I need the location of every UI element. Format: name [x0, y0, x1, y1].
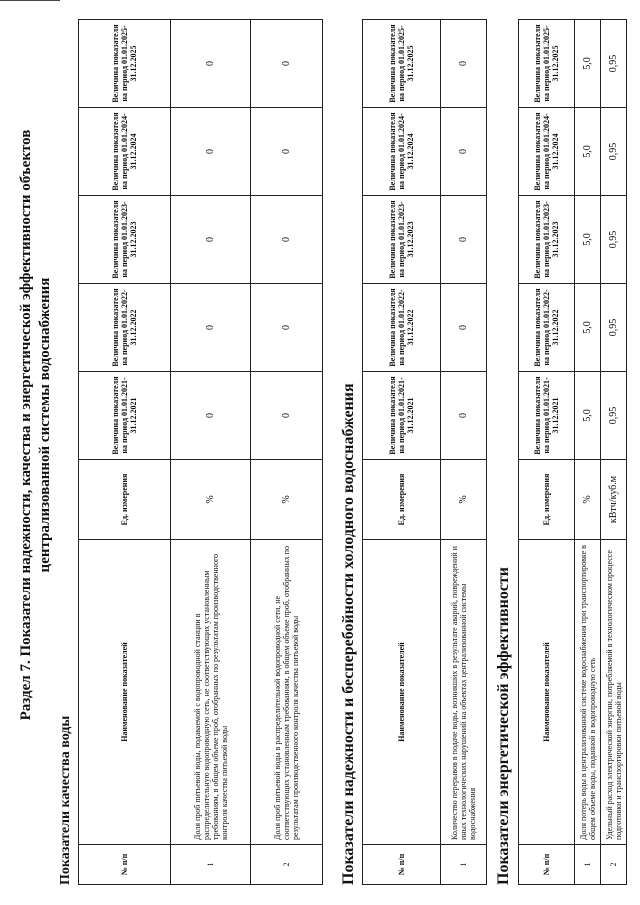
table-row: [251, 20, 323, 885]
row-unit: %: [251, 460, 323, 540]
row-value-2022: 0: [251, 284, 323, 372]
table-header-row: [363, 20, 441, 885]
row-value-2021: 5,0: [575, 372, 601, 460]
row-value-2025: 5,0: [575, 20, 601, 108]
row-value-2023: 0,95: [601, 196, 627, 284]
table-row: [441, 20, 487, 885]
row-value-2025: 0: [441, 20, 487, 108]
row-num: 2: [251, 845, 323, 885]
header-unit: Ед. измерения: [363, 460, 441, 540]
header-period-2025: Величина показателя на период 01.01.2025-31.12.2025: [519, 20, 575, 108]
row-value-2022: 0: [171, 284, 251, 372]
header-period-2021: Величина показателя на период 01.01.2021-31.12.2021: [79, 372, 171, 460]
row-value-2022: 0,95: [601, 284, 627, 372]
header-name: Наименование показателей: [519, 540, 575, 845]
row-unit: %: [575, 460, 601, 540]
header-period-2024: Величина показателя на период 01.01.2024-31.12.2024: [363, 108, 441, 196]
row-value-2021: 0: [441, 372, 487, 460]
row-num: 1: [441, 845, 487, 885]
header-period-2022: Величина показателя на период 01.01.2022-31.12.2022: [79, 284, 171, 372]
row-num: 1: [575, 845, 601, 885]
section-title-line-1: Раздел 7. Показатели надежности, качества и энергетической эффективности объектов: [18, 129, 34, 721]
header-num: № п/п: [519, 845, 575, 885]
row-value-2021: 0: [171, 372, 251, 460]
table-energy: [518, 19, 627, 885]
header-period-2021: Величина показателя на период 01.01.2021-31.12.2021: [363, 372, 441, 460]
header-num: № п/п: [363, 845, 441, 885]
row-value-2022: 0: [441, 284, 487, 372]
table-row: [575, 20, 601, 885]
section-title-line-2: централизованной системы водоснабжения: [37, 277, 53, 573]
header-period-2023: Величина показателя на период 01.01.2023-31.12.2023: [519, 196, 575, 284]
row-value-2024: 0: [171, 108, 251, 196]
header-period-2023: Величина показателя на период 01.01.2023-31.12.2023: [363, 196, 441, 284]
table-header-row: [519, 20, 575, 885]
row-name: Количество перерывов в подаче воды, возникших в результате аварий, повреждений и иных технологических нарушений на объектах централизованной системы водоснабжения: [441, 540, 487, 845]
row-value-2023: 5,0: [575, 196, 601, 284]
header-period-2023: Величина показателя на период 01.01.2023-31.12.2023: [79, 196, 171, 284]
row-value-2024: 5,0: [575, 108, 601, 196]
row-value-2023: 0: [171, 196, 251, 284]
row-unit: %: [441, 460, 487, 540]
header-unit: Ед. измерения: [519, 460, 575, 540]
row-num: 2: [601, 845, 627, 885]
header-period-2025: Величина показателя на период 01.01.2025-31.12.2025: [363, 20, 441, 108]
row-name: Доля проб питьевой воды, подаваемой с водопроводной станции в распределительную водопроводную сеть, не соответствующих установленным требованиям, в общем объеме проб, отобранных по результатам производственного контроля качества питьевой воды: [171, 540, 251, 845]
header-unit: Ед. измерения: [79, 460, 171, 540]
header-period-2024: Величина показателя на период 01.01.2024-31.12.2024: [79, 108, 171, 196]
row-value-2025: 0: [251, 20, 323, 108]
table-reliability: [362, 19, 487, 885]
row-value-2024: 0,95: [601, 108, 627, 196]
subsection-title-water-quality: Показатели качества воды: [58, 715, 73, 885]
row-unit: %: [171, 460, 251, 540]
header-period-2022: Величина показателя на период 01.01.2022-31.12.2022: [519, 284, 575, 372]
row-value-2025: 0: [171, 20, 251, 108]
row-value-2024: 0: [441, 108, 487, 196]
row-value-2021: 0: [251, 372, 323, 460]
header-name: Наименование показателей: [79, 540, 171, 845]
header-period-2025: Величина показателя на период 01.01.2025-31.12.2025: [79, 20, 171, 108]
header-period-2022: Величина показателя на период 01.01.2022-31.12.2022: [363, 284, 441, 372]
table-row: [171, 20, 251, 885]
row-value-2025: 0,95: [601, 20, 627, 108]
header-period-2024: Величина показателя на период 01.01.2024-31.12.2024: [519, 108, 575, 196]
row-name: Доля проб питьевой воды в распределительной водопроводной сети, не соответствующих установленным требованиям, в общем объеме проб, отобранных по результатам производственного контроля качества питьевой воды: [251, 540, 323, 845]
row-name: Доля потерь воды в централизованной системе водоснабжения при транспортировке в общем объеме воды, поданной в водопроводную сеть: [575, 540, 601, 845]
table-water-quality: [78, 19, 323, 885]
row-unit: кВтч/куб.м: [601, 460, 627, 540]
subsection-title-energy: Показатели энергетической эффективности: [495, 566, 512, 885]
row-value-2023: 0: [441, 196, 487, 284]
subsection-title-reliability: Показатели надежности и бесперебойности холодного водоснабжения: [340, 383, 357, 885]
table-row: [601, 20, 627, 885]
table-header-row: [79, 20, 171, 885]
row-value-2022: 5,0: [575, 284, 601, 372]
row-value-2021: 0,95: [601, 372, 627, 460]
header-period-2021: Величина показателя на период 01.01.2021-31.12.2021: [519, 372, 575, 460]
header-name: Наименование показателей: [363, 540, 441, 845]
row-value-2024: 0: [251, 108, 323, 196]
header-num: № п/п: [79, 845, 171, 885]
row-value-2023: 0: [251, 196, 323, 284]
row-name: Удельный расход электрической энергии, потребляемой в технологическом процессе подготовки и транспортировки питьевой воды: [601, 540, 627, 845]
row-num: 1: [171, 845, 251, 885]
